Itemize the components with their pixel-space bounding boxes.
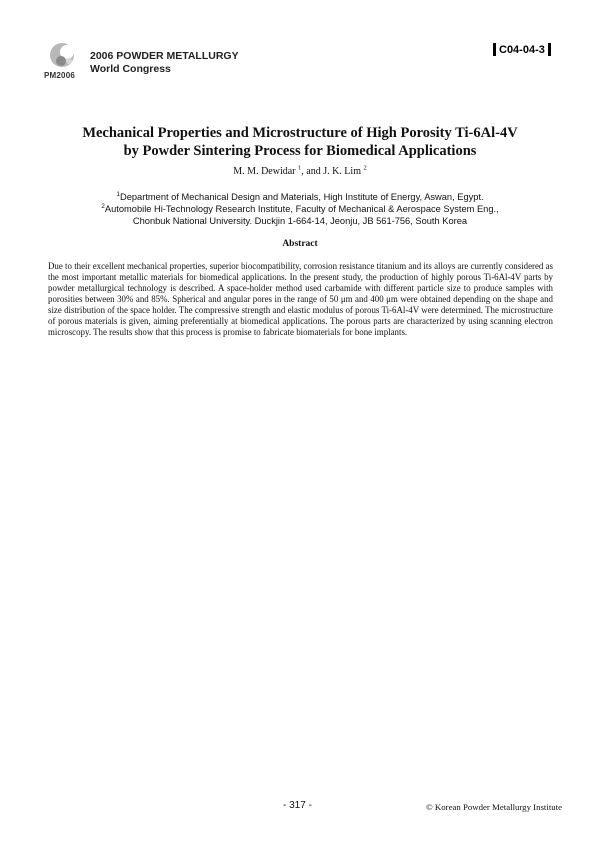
pm2006-logo-icon (48, 40, 76, 72)
code-bar-right (548, 43, 551, 56)
paper-code-text: C04-04-3 (499, 43, 545, 56)
author-1: M. M. Dewidar (233, 166, 298, 177)
affiliation-2 (40, 203, 560, 215)
affiliations (40, 191, 560, 227)
author-separator: , and J. K. Lim (301, 166, 364, 177)
author-1-affiliation-mark: 1 (298, 164, 302, 172)
abstract-heading: Abstract (282, 239, 318, 249)
title-line-1: Mechanical Properties and Microstructure of High Porosity Ti-6Al-4V (82, 125, 518, 141)
conference-line-2: World Congress (90, 62, 171, 75)
affiliation-1-mark: 1 (116, 190, 120, 198)
page-number: - 317 - (283, 800, 312, 811)
conference-line-1: 2006 POWDER METALLURGY (90, 50, 239, 62)
paper-title (40, 124, 560, 160)
affiliation-2-text-line-1: Automobile Hi-Technology Research Institute, Faculty of Mechanical & Aerospace System Eng., (104, 204, 499, 214)
conference-name (90, 50, 239, 75)
paper-code (493, 43, 551, 56)
title-line-2: by Powder Sintering Process for Biomedical Applications (123, 143, 477, 159)
copyright-notice: © Korean Powder Metallurgy Institute (426, 802, 563, 812)
affiliation-2-mark: 2 (101, 202, 105, 210)
author-2-affiliation-mark: 2 (363, 164, 367, 172)
affiliation-1 (40, 191, 560, 203)
logo-text: PM2006 (44, 71, 75, 80)
conference-logo (44, 40, 84, 85)
authors (40, 166, 560, 177)
code-bar-left (493, 43, 496, 56)
abstract-body: Due to their excellent mechanical properties, superior biocompatibility, corrosion resistance titanium and its alloys are currently considered as the most important metallic materials for biomedical applications. In the present study, the production of highly porous Ti-6Al-4V parts by powder metallurgical technology is described. A space-holder method used carbamide with different particle size to produce samples with porosities between 30% and 85%. Spherical and angular pores in the range of 50 μm and 400 μm were obtained depending on the shape and size distribution of the space holder. The compressive strength and elastic modulus of porous Ti-6Al-4V were determined. The microstructure of porous materials is given, aiming preferentially at biomedical applications. The porous parts are characterized by using scanning electron microscopy. The results show that this process is promise to fabricate biomaterials for bone implants. (48, 261, 553, 337)
affiliation-1-text: Department of Mechanical Design and Materials, High Institute of Energy, Aswan, Egypt. (120, 192, 484, 202)
affiliation-2-text-line-2: Chonbuk National University. Duckjin 1-664-14, Jeonju, JB 561-756, South Korea (132, 216, 468, 226)
